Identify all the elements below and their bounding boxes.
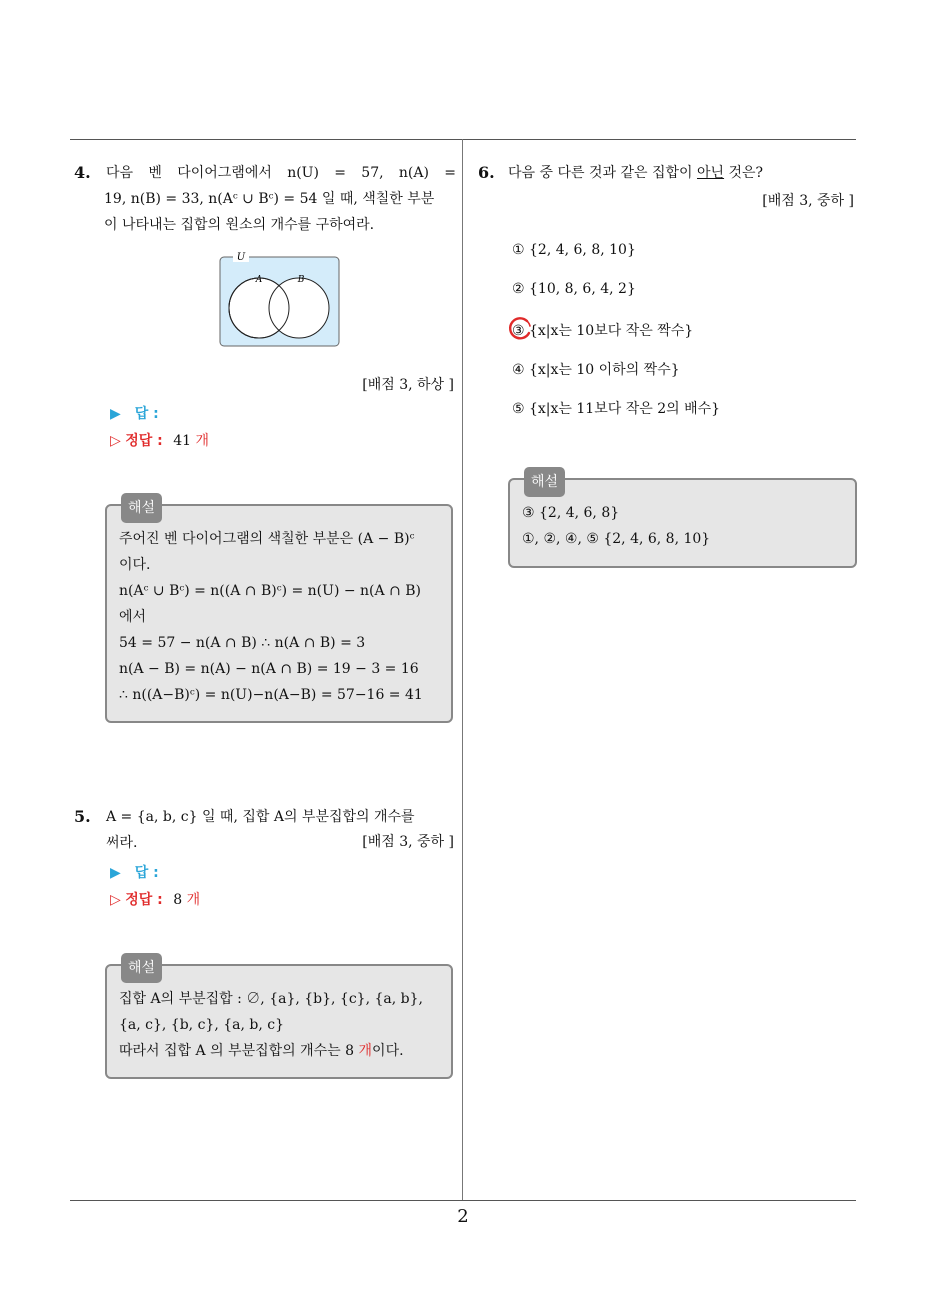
selected-answer-mark-icon (508, 316, 534, 342)
answer-arrow-icon: ▶ (110, 406, 121, 422)
question-4-line-3: 이 나타내는 집합의 원소의 개수를 구하여라. (104, 217, 375, 233)
q6-explanation-line-1: ③ {2, 4, 6, 8} (522, 505, 620, 521)
question-5-answer-line (110, 862, 159, 882)
q5-explanation-line-3-text: 따라서 집합 A 의 부분집합의 개수는 8 (119, 1043, 359, 1059)
q5-explanation-line-1: 집합 A의 부분집합 : ∅, {a}, {b}, {c}, {a, b}, (119, 991, 423, 1007)
q5-explanation-line-3 (119, 1038, 439, 1064)
answer-arrow-icon: ▶ (110, 865, 121, 881)
q5-explanation-line-2: {a, c}, {b, c}, {a, b, c} (119, 1017, 284, 1033)
question-4-explanation-box (105, 500, 453, 723)
question-4-answer-line (110, 403, 159, 423)
correct-arrow-icon: ▷ (110, 892, 121, 908)
venn-a-label: A (255, 275, 263, 285)
venn-b-label: B (297, 275, 305, 285)
bottom-rule (70, 1200, 856, 1201)
question-4-correct-line (110, 430, 209, 450)
venn-u-label: U (236, 252, 246, 263)
question-5-score: [배점 3, 중하 ] (362, 834, 454, 850)
venn-diagram (219, 252, 341, 348)
answer-label: 답 : (134, 865, 159, 881)
question-6-text-before: 다음 중 다른 것과 같은 집합이 (508, 165, 697, 181)
correct-arrow-icon: ▷ (110, 433, 121, 449)
q4-explanation-line-2: 이다. (119, 557, 151, 573)
question-6-option-3: ③ {x|x는 10보다 작은 짝수} (512, 323, 694, 339)
explanation-tag: 해설 (121, 953, 162, 983)
q4-explanation-line-1: 주어진 벤 다이어그램의 색칠한 부분은 (A − B)ᶜ (119, 531, 415, 547)
q4-explanation-line-6: n(A − B) = n(A) − n(A ∩ B) = 19 − 3 = 16 (119, 661, 419, 677)
question-4-line-1: 다음 벤 다이어그램에서 n(U) = 57, n(A) = (106, 165, 456, 181)
question-5-correct-value: 8 (173, 892, 183, 908)
correct-label: 정답 : (125, 892, 163, 908)
question-6-number: 6. (478, 163, 495, 182)
answer-label: 답 : (134, 406, 159, 422)
top-rule (70, 139, 856, 140)
q5-explanation-line-3-end: 이다. (372, 1043, 404, 1059)
q4-explanation-line-5: 54 = 57 − n(A ∩ B) ∴ n(A ∩ B) = 3 (119, 635, 366, 651)
question-4-correct-value: 41 (173, 433, 192, 449)
q6-explanation-line-2: ①, ②, ④, ⑤ {2, 4, 6, 8, 10} (522, 531, 711, 547)
question-6-option-5: ⑤ {x|x는 11보다 작은 2의 배수} (512, 401, 721, 417)
explanation-tag: 해설 (121, 493, 162, 523)
question-6-option-2: ② {10, 8, 6, 4, 2} (512, 281, 636, 297)
q4-explanation-line-4: 에서 (119, 609, 147, 625)
question-4-correct-unit: 개 (195, 433, 210, 449)
question-6-text-after: 것은? (724, 165, 764, 181)
question-4-score: [배점 3, 하상 ] (362, 377, 454, 393)
page-number: 2 (457, 1206, 469, 1227)
question-6-text (508, 160, 858, 186)
question-4-line-2: 19, n(B) = 33, n(Aᶜ ∪ Bᶜ) = 54 일 때, 색칠한 부분 (104, 191, 435, 207)
question-5-explanation-box (105, 960, 453, 1079)
question-4-number: 4. (74, 163, 91, 182)
question-6-explanation-box (508, 474, 857, 568)
column-divider (462, 139, 463, 1201)
question-6-text-underlined: 아닌 (697, 165, 725, 181)
venn-set-b-fill (269, 278, 329, 338)
explanation-tag: 해설 (524, 467, 565, 497)
question-6-option-1: ① {2, 4, 6, 8, 10} (512, 242, 636, 258)
correct-label: 정답 : (125, 433, 163, 449)
question-5-correct-unit: 개 (186, 892, 201, 908)
question-5-number: 5. (74, 807, 91, 826)
question-5-correct-line (110, 889, 200, 909)
question-5-line-2: 써라. (106, 835, 138, 851)
question-6-option-4: ④ {x|x는 10 이하의 짝수} (512, 362, 680, 378)
question-4-text (106, 160, 456, 238)
question-5-line-1: A = {a, b, c} 일 때, 집합 A의 부분집합의 개수를 (106, 809, 415, 825)
q4-explanation-line-3: n(Aᶜ ∪ Bᶜ) = n((A ∩ B)ᶜ) = n(U) − n(A ∩ B) (119, 583, 422, 599)
question-6-score: [배점 3, 중하 ] (762, 193, 854, 209)
q4-explanation-line-7: ∴ n((A−B)ᶜ) = n(U)−n(A−B) = 57−16 = 41 (119, 687, 423, 703)
q5-explanation-line-3-unit: 개 (358, 1043, 373, 1059)
